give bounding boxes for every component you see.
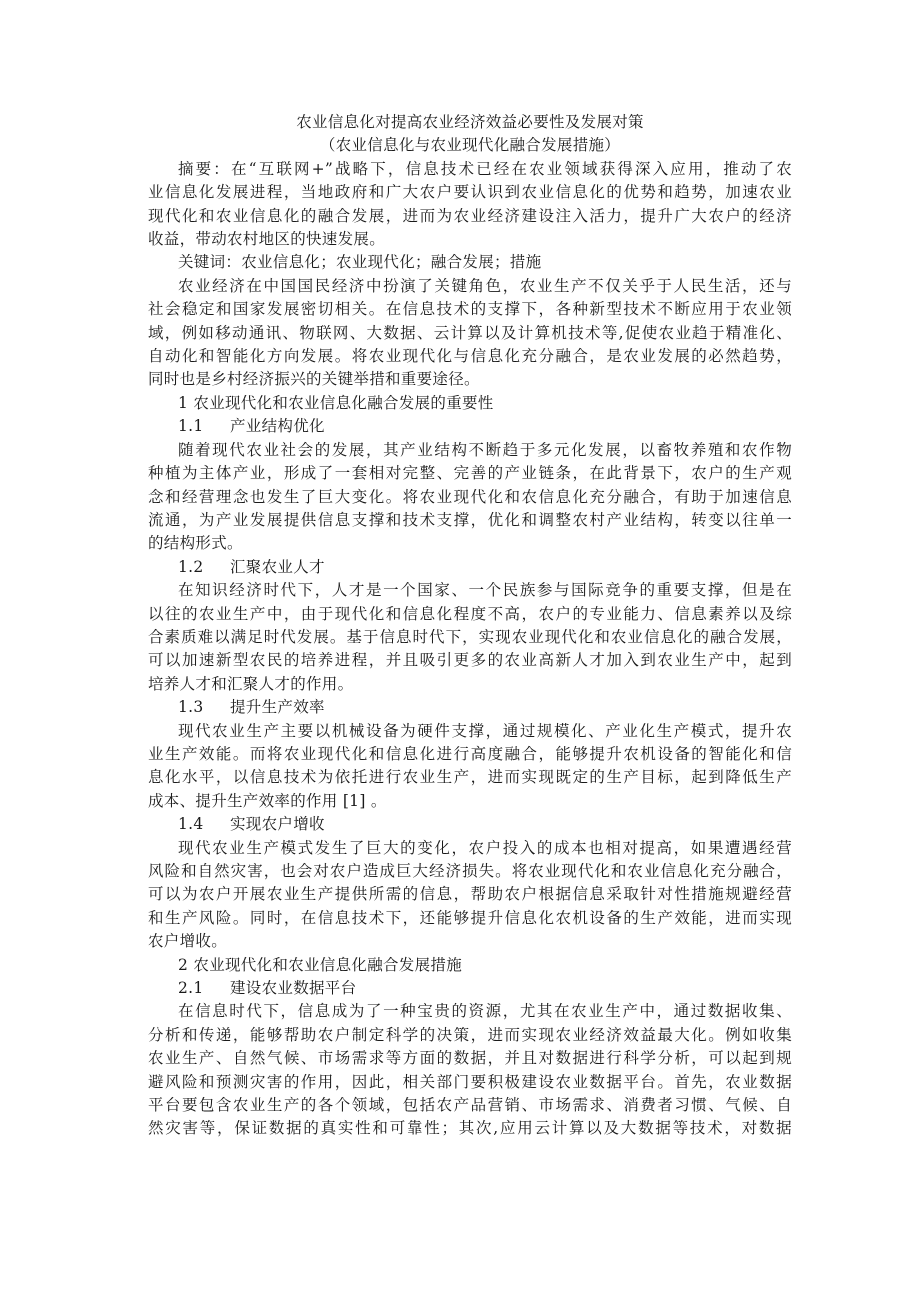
subsection-number: 1.4 [178, 815, 204, 834]
abstract [148, 158, 792, 252]
paragraph-2-1 [148, 1000, 792, 1140]
section-heading-2: 2 农业现代化和农业信息化融合发展措施 [178, 955, 462, 974]
paragraph-line: 社会稳定和国家发展密切相关。在信息技术的支撑下，各种新型技术不断应用于农业领 [148, 300, 792, 319]
subsection-number: 1.3 [178, 698, 204, 717]
subsection-heading-1-4 [148, 813, 792, 836]
subsection-heading-1-3 [148, 696, 792, 719]
paragraph-line: 培养人才和汇聚人才的作用。 [148, 674, 354, 693]
subsection-title: 产业结构优化 [230, 417, 325, 436]
paragraph-line: 随着现代农业社会的发展，其产业结构不断趋于多元化发展，以畜牧养殖和农作物 [178, 440, 792, 459]
paragraph-line: 成本、提升生产效率的作用 [1] 。 [148, 791, 387, 810]
paragraph-line: 分析和传递，能够帮助农户制定科学的决策，进而实现农业经济效益最大化。例如收集 [148, 1025, 792, 1044]
paragraph-line: 在信息时代下，信息成为了一种宝贵的资源，尤其在农业生产中，通过数据收集、 [178, 1002, 792, 1021]
paragraph-line: 业生产效能。而将农业现代化和信息化进行高度融合，能够提升农机设备的智能化和信 [148, 744, 792, 763]
paragraph-1-1 [148, 439, 792, 556]
subsection-title: 提升生产效率 [230, 698, 325, 717]
paragraph-line: 农业经济在中国国民经济中扮演了关键角色，农业生产不仅关乎于人民生活，还与 [178, 276, 792, 295]
paragraph-line: 以往的农业生产中，由于现代化和信息化程度不高，农户的专业能力、信息素养以及综 [148, 604, 792, 623]
abstract-line: 业信息化发展进程，当地政府和广大农户要认识到农业信息化的优势和趋势，加速农业 [148, 183, 792, 202]
document-title: 农业信息化对提高农业经济效益必要性及发展对策 [296, 113, 644, 131]
paragraph-line: 和生产风险。同时，在信息技术下，还能够提升信息化农机设备的生产效能，进而实现 [148, 908, 792, 927]
paragraph-line: 同时也是乡村经济振兴的关键举措和重要途径。 [148, 370, 480, 389]
paragraph-1-4 [148, 837, 792, 954]
document-body [148, 111, 792, 1141]
paragraph-line: 可以加速新型农民的培养进程，并且吸引更多的农业高新人才加入到农业生产中，起到 [148, 651, 792, 670]
paragraph-line: 流通，为产业发展提供信息支撑和技术支撑，优化和调整农村产业结构，转变以往单一 [148, 510, 792, 529]
section-heading-1: 1 农业现代化和农业信息化融合发展的重要性 [178, 393, 494, 412]
abstract-line: 摘要：在“互联网+”战略下，信息技术已经在农业领域获得深入应用，推动了农 [178, 159, 792, 178]
paragraph-1-3 [148, 720, 792, 814]
paragraph-line: 农业生产、自然气候、市场需求等方面的数据，并且对数据进行科学分析，可以起到规 [148, 1049, 792, 1068]
subsection-number: 1.1 [178, 417, 204, 436]
subsection-heading-2-1 [148, 977, 792, 1000]
paragraph-line: 域，例如移动通讯、物联网、大数据、云计算以及计算机技术等,促使农业趋于精准化、 [148, 323, 792, 342]
paragraph-line: 种植为主体产业，形成了一套相对完整、完善的产业链条，在此背景下，农户的生产观 [148, 464, 792, 483]
paragraph-line: 风险和自然灾害，也会对农户造成巨大经济损失。将农业现代化和农业信息化充分融合， [148, 862, 792, 880]
paragraph-line: 农户增收。 [148, 932, 228, 951]
abstract-line: 现代化和农业信息化的融合发展，进而为农业经济建设注入活力，提升广大农户的经济 [148, 206, 792, 225]
paragraph-1-2 [148, 579, 792, 696]
intro-paragraph [148, 275, 792, 392]
paragraph-line: 可以为农户开展农业生产提供所需的信息，帮助农户根据信息采取针对性措施规避经营 [148, 885, 792, 904]
paragraph-line: 自动化和智能化方向发展。将农业现代化与信息化充分融合，是农业发展的必然趋势， [148, 347, 792, 366]
subsection-number: 1.2 [178, 557, 204, 576]
keywords: 关键词：农业信息化；农业现代化；融合发展；措施 [178, 253, 542, 272]
subsection-title: 建设农业数据平台 [230, 979, 357, 998]
paragraph-line: 念和经营理念也发生了巨大变化。将农业现代化和农信息化充分融合，有助于加速信息 [148, 487, 792, 506]
paragraph-line: 平台要包含农业生产的各个领域，包括农产品营销、市场需求、消费者习惯、气候、自 [148, 1096, 792, 1115]
paragraph-line: 现代农业生产模式发生了巨大的变化，农户投入的成本也相对提高，如果遭遇经营 [178, 838, 792, 857]
paragraph-line: 然灾害等，保证数据的真实性和可靠性；其次,应用云计算以及大数据等技术，对数据 [148, 1119, 792, 1138]
subsection-title: 实现农户增收 [230, 815, 325, 834]
subsection-heading-1-1 [148, 415, 792, 438]
document-subtitle: （农业信息化与农业现代化融合发展措施） [319, 136, 621, 155]
paragraph-line: 息化水平，以信息技术为依托进行农业生产，进而实现既定的生产目标，起到降低生产 [148, 768, 792, 787]
paragraph-line: 在知识经济时代下，人才是一个国家、一个民族参与国际竞争的重要支撑，但是在 [178, 581, 792, 600]
paragraph-line: 现代农业生产主要以机械设备为硬件支撑，通过规模化、产业化生产模式，提升农 [178, 721, 792, 740]
subsection-title: 汇聚农业人才 [230, 557, 325, 576]
paragraph-line: 合素质难以满足时代发展。基于信息时代下，实现农业现代化和农业信息化的融合发展， [148, 627, 792, 646]
subsection-heading-1-2 [148, 556, 792, 579]
paragraph-line: 避风险和预测灾害的作用，因此，相关部门要积极建设农业数据平台。首先，农业数据 [148, 1072, 792, 1091]
abstract-line: 收益，带动农村地区的快速发展。 [148, 230, 386, 249]
subsection-number: 2.1 [178, 979, 204, 998]
paragraph-line: 的结构形式。 [148, 534, 243, 553]
